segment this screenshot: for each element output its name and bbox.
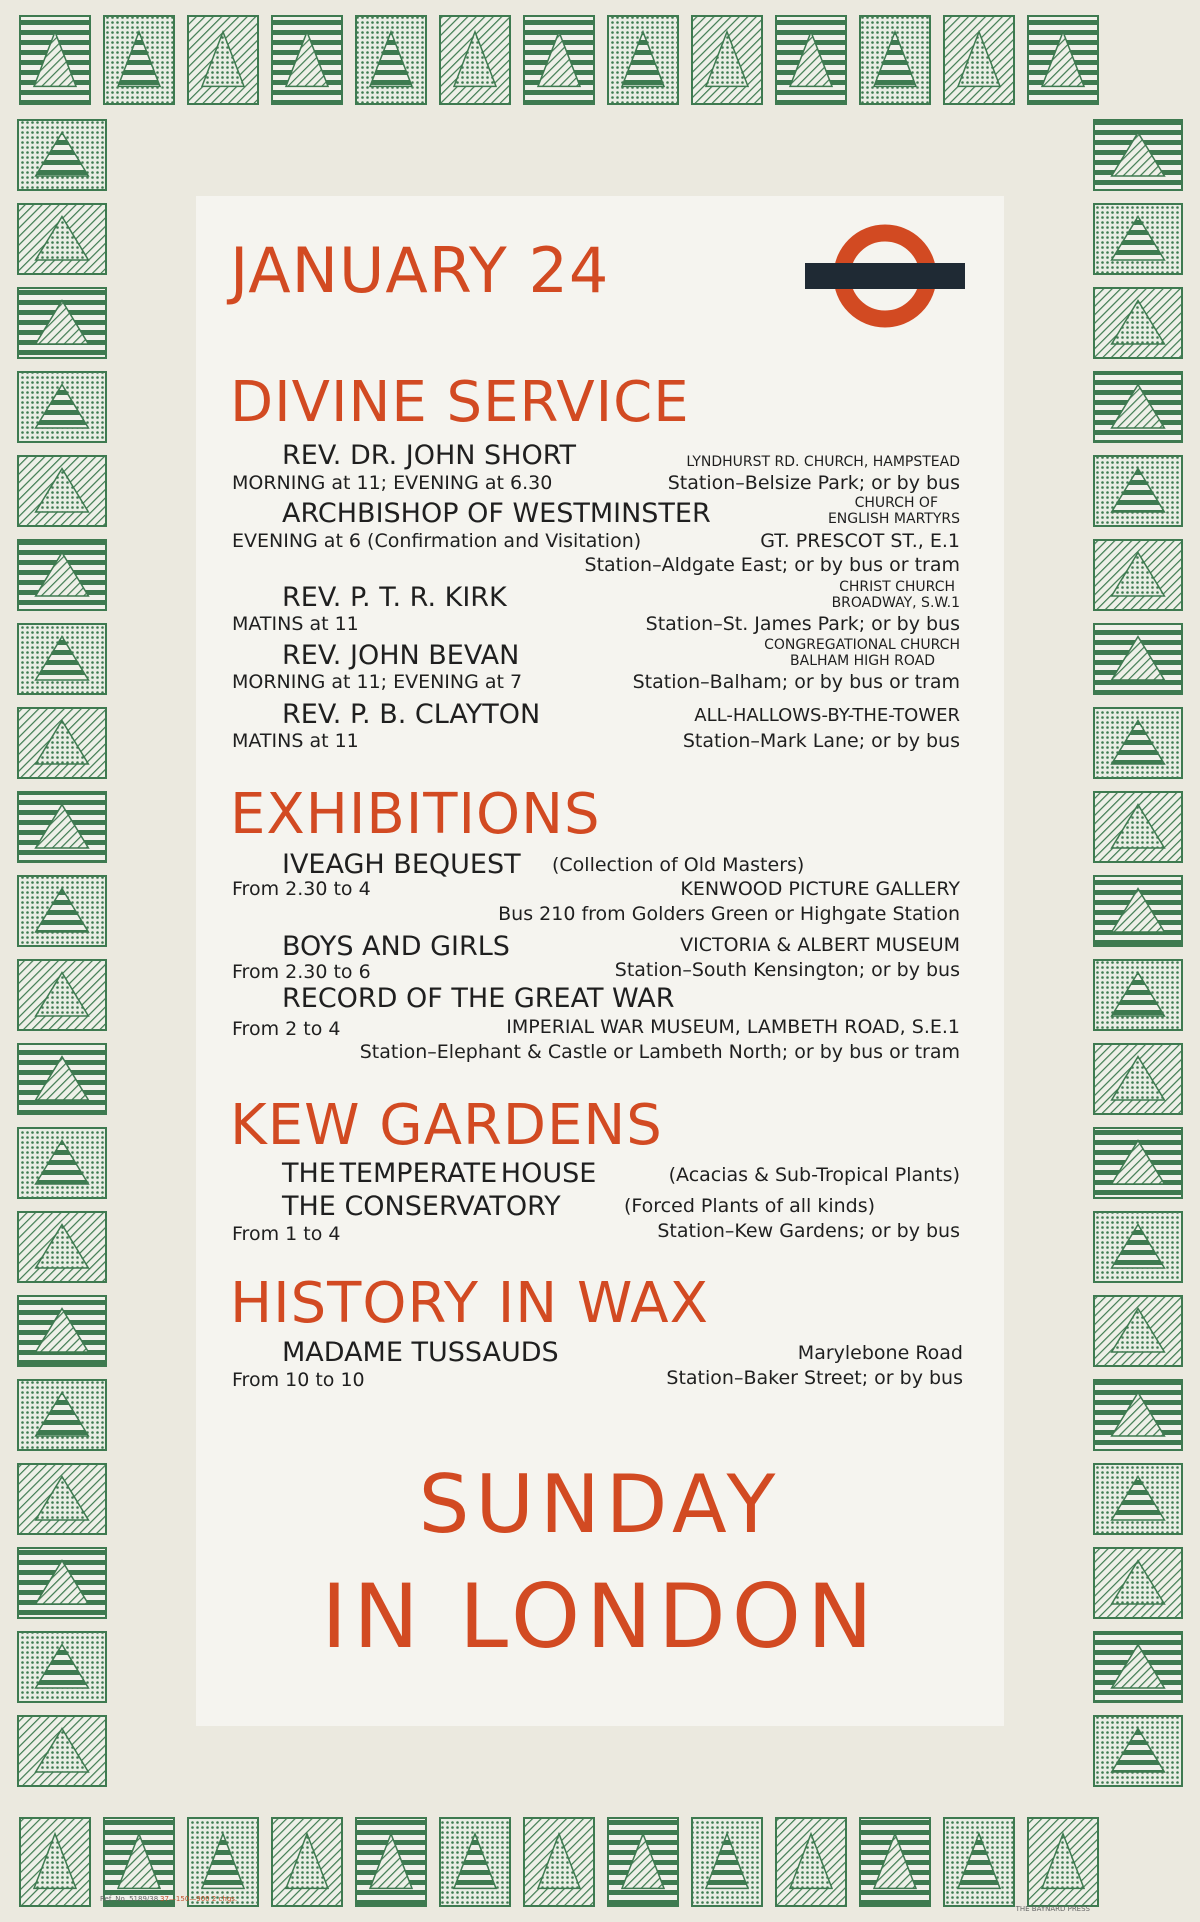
border-tile — [18, 372, 106, 442]
border-tile — [1028, 1818, 1098, 1906]
entry-station: Station–Belsize Park; or by bus — [667, 472, 960, 494]
border-tile — [1094, 204, 1182, 274]
entry-time: From 2.30 to 4 — [232, 878, 371, 900]
entry-venue: LYNDHURST RD. CHURCH, HAMPSTEAD — [686, 454, 960, 470]
entry-venue: KENWOOD PICTURE GALLERY — [680, 878, 960, 900]
entry-time: From 1 to 4 — [232, 1223, 341, 1245]
entry-name: REV. DR. JOHN SHORT — [282, 440, 577, 471]
border-tile — [860, 16, 930, 104]
border-tile — [18, 876, 106, 946]
entry-time: EVENING at 6 (Confirmation and Visitation) — [232, 530, 642, 552]
border-tile — [18, 204, 106, 274]
border-tile — [18, 1380, 106, 1450]
border-tile — [18, 1212, 106, 1282]
tagline-in-london: IN LONDON — [321, 1565, 879, 1668]
footer-printer: THE BAYNARD PRESS — [1015, 1905, 1090, 1913]
border-tile — [18, 1044, 106, 1114]
border-tile — [1094, 624, 1182, 694]
entry-name: BOYS AND GIRLS — [282, 931, 510, 962]
border-tile — [776, 16, 846, 104]
border-tile — [18, 1128, 106, 1198]
entry-station: Station–Elephant & Castle or Lambeth North; or by bus or tram — [359, 1041, 960, 1063]
border-tile — [18, 624, 106, 694]
border-tile — [18, 708, 106, 778]
section-title-history-in-wax: HISTORY IN WAX — [230, 1271, 709, 1336]
tagline-sunday: SUNDAY — [418, 1458, 782, 1551]
border-tile — [1094, 1296, 1182, 1366]
border-tile — [18, 792, 106, 862]
entry-venue-line: BROADWAY, S.W.1 — [831, 595, 960, 611]
entry-note: (Collection of Old Masters) — [552, 854, 805, 876]
border-tile — [944, 16, 1014, 104]
entry-time: MORNING at 11; EVENING at 6.30 — [232, 472, 553, 494]
entry-venue-line: CONGREGATIONAL CHURCH — [764, 637, 960, 653]
entry-station: Station–St. James Park; or by bus — [645, 613, 960, 635]
entry-venue: IMPERIAL WAR MUSEUM, LAMBETH ROAD, S.E.1 — [506, 1016, 960, 1038]
entry-venue: GT. PRESCOT ST., E.1 — [760, 530, 960, 552]
entry-time: MORNING at 11; EVENING at 7 — [232, 671, 523, 693]
london-underground-roundel-icon — [805, 221, 965, 331]
border-tile — [104, 1818, 174, 1906]
border-tile — [18, 456, 106, 526]
border-tile — [1094, 120, 1182, 190]
border-tile — [944, 1818, 1014, 1906]
entry-station: Station–Kew Gardens; or by bus — [657, 1220, 960, 1242]
footer-ref: Ref. No. 5189/38 — [100, 1895, 159, 1903]
entry-venue-line: ENGLISH MARTYRS — [827, 511, 960, 527]
entry-venue: Marylebone Road — [797, 1342, 963, 1364]
section-title-divine-service: DIVINE SERVICE — [230, 370, 690, 435]
section-title-kew-gardens: KEW GARDENS — [230, 1093, 663, 1158]
entry-time: From 2.30 to 6 — [232, 961, 371, 983]
date-heading: JANUARY 24 — [230, 234, 610, 307]
entry-station: Station–Mark Lane; or by bus — [682, 730, 960, 752]
border-tile — [356, 1818, 426, 1906]
entry-venue: VICTORIA & ALBERT MUSEUM — [680, 934, 960, 956]
entry-station: Station–Baker Street; or by bus — [666, 1367, 963, 1389]
border-tile — [608, 16, 678, 104]
border-tile — [20, 1818, 90, 1906]
border-tile — [1028, 16, 1098, 104]
entry-name: MADAME TUSSAUDS — [282, 1337, 559, 1368]
section-title-exhibitions: EXHIBITIONS — [230, 782, 601, 847]
border-tile — [1094, 1044, 1182, 1114]
border-tile — [18, 288, 106, 358]
border-tile — [1094, 288, 1182, 358]
border-tile — [440, 1818, 510, 1906]
border-tile — [18, 960, 106, 1030]
border-tile — [1094, 1212, 1182, 1282]
border-tile — [608, 1818, 678, 1906]
border-tile — [1094, 456, 1182, 526]
border-tile — [1094, 540, 1182, 610]
entry-name: REV. JOHN BEVAN — [282, 640, 520, 671]
entry-name: THE TEMPERATE HOUSE — [282, 1158, 597, 1189]
entry-venue: ALL-HALLOWS-BY-THE-TOWER — [694, 705, 960, 726]
border-tile — [104, 16, 174, 104]
border-tile — [1094, 372, 1182, 442]
border-tile — [356, 16, 426, 104]
entry-station: Station–Balham; or by bus or tram — [632, 671, 960, 693]
entry-name: RECORD OF THE GREAT WAR — [282, 983, 675, 1014]
border-tile — [18, 540, 106, 610]
entry-name: IVEAGH BEQUEST — [282, 849, 521, 880]
border-tile — [188, 1818, 258, 1906]
border-tile — [1094, 1716, 1182, 1786]
border-tile — [18, 1296, 106, 1366]
entry-name: REV. P. T. R. KIRK — [282, 582, 507, 613]
entry-name: REV. P. B. CLAYTON — [282, 699, 541, 730]
border-tile — [1094, 1380, 1182, 1450]
entry-station: Station–South Kensington; or by bus — [614, 959, 960, 981]
border-tile — [692, 1818, 762, 1906]
entry-name: ARCHBISHOP OF WESTMINSTER — [282, 498, 711, 529]
entry-time: From 2 to 4 — [232, 1018, 341, 1040]
border-tile — [776, 1818, 846, 1906]
entry-time: MATINS at 11 — [232, 730, 359, 752]
entry-station: Bus 210 from Golders Green or Highgate Station — [498, 903, 960, 925]
border-tile — [524, 16, 594, 104]
border-tile — [1094, 792, 1182, 862]
entry-venue-line: BALHAM HIGH ROAD — [790, 653, 935, 669]
border-tile — [1094, 1128, 1182, 1198]
entry-note: (Acacias & Sub-Tropical Plants) — [668, 1164, 960, 1186]
border-tile — [18, 120, 106, 190]
border-tile — [1094, 960, 1182, 1030]
border-tile — [272, 1818, 342, 1906]
entry-note: (Forced Plants of all kinds) — [624, 1195, 876, 1217]
border-tile — [188, 16, 258, 104]
border-tile — [1094, 876, 1182, 946]
footer-print-run: 37—150—900 2 chgs. — [160, 1895, 238, 1903]
entry-station: Station–Aldgate East; or by bus or tram — [584, 554, 960, 576]
entry-venue-line: CHURCH OF — [854, 495, 938, 511]
border-tile — [440, 16, 510, 104]
entry-time: From 10 to 10 — [232, 1369, 365, 1391]
border-tile — [20, 16, 90, 104]
border-tile — [18, 1716, 106, 1786]
border-tile — [1094, 708, 1182, 778]
border-tile — [524, 1818, 594, 1906]
entry-name: THE CONSERVATORY — [282, 1191, 561, 1222]
border-tile — [860, 1818, 930, 1906]
border-tile — [692, 16, 762, 104]
entry-time: MATINS at 11 — [232, 613, 359, 635]
border-tile — [272, 16, 342, 104]
entry-venue-line: CHRIST CHURCH — [839, 579, 955, 595]
